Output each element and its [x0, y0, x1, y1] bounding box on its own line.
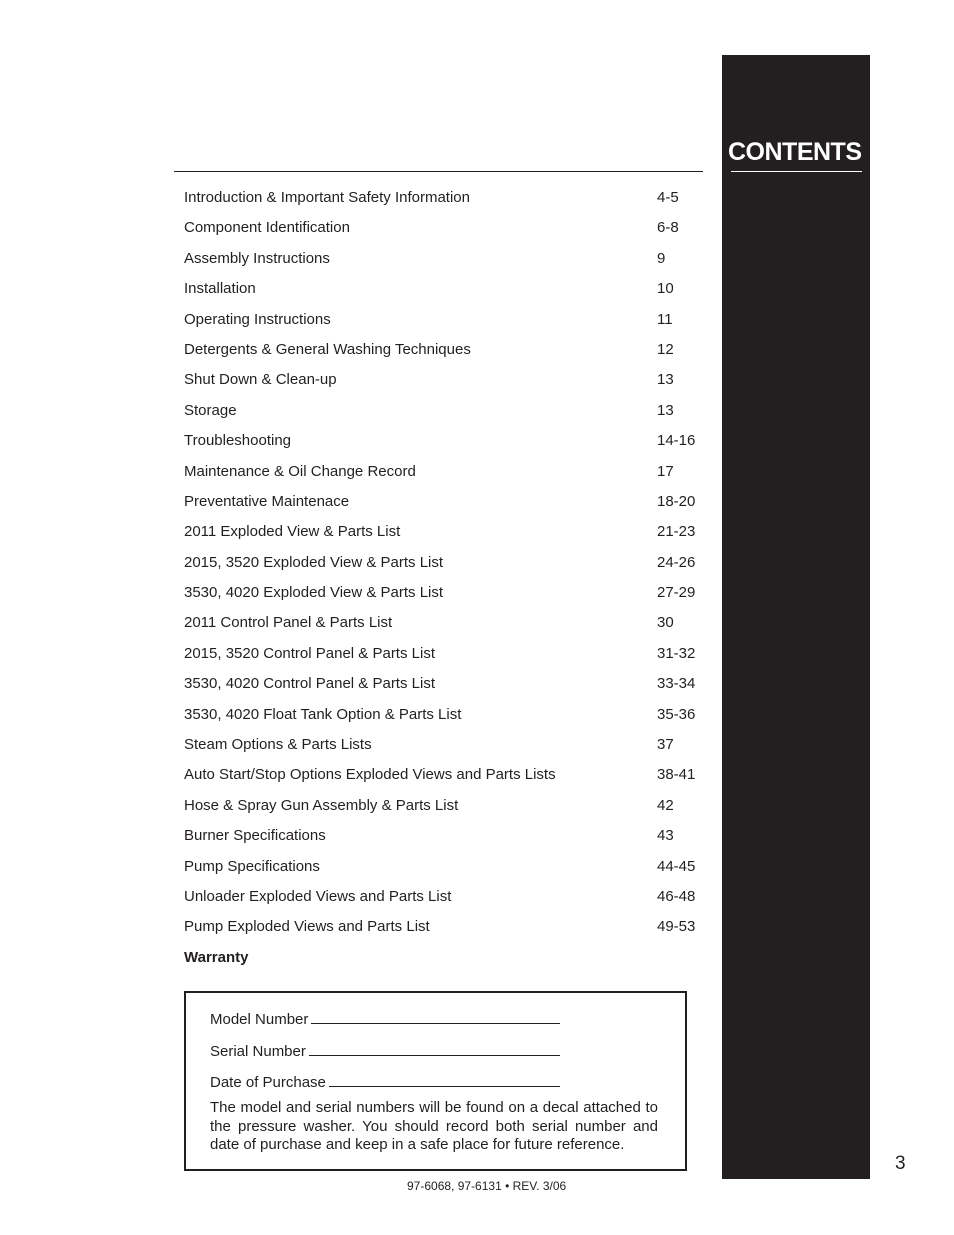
- toc-entry-page: 17: [657, 462, 674, 480]
- toc-entry-title: Operating Instructions: [184, 310, 331, 328]
- purchase-date-line: [329, 1072, 560, 1087]
- toc-entry-page: 4-5: [657, 189, 679, 206]
- toc-entry-title: Steam Options & Parts Lists: [184, 736, 372, 754]
- toc-entry: [184, 305, 704, 335]
- purchase-date-label: Date of Purchase: [210, 1074, 326, 1091]
- model-number-line: [311, 1009, 560, 1024]
- toc-entry: [184, 791, 704, 821]
- purchase-record-box: [184, 991, 687, 1171]
- toc-entry-page: 18-20: [657, 492, 696, 510]
- toc-entry: [184, 912, 704, 942]
- toc-entry-page: 27-29: [657, 584, 696, 602]
- toc-entry-page: 14-16: [657, 432, 696, 450]
- toc-entry-page: 30: [657, 614, 674, 632]
- toc-entry-page: 12: [657, 340, 674, 358]
- toc-entry: [184, 365, 704, 395]
- toc-entry-title: Shut Down & Clean-up: [184, 371, 337, 389]
- toc-entry: [184, 852, 704, 882]
- heading-underline: [731, 171, 862, 172]
- toc-entry-page: 9: [657, 249, 666, 267]
- toc-entry-title: Preventative Maintenace: [184, 492, 350, 510]
- toc-entry-page: 37: [657, 736, 674, 754]
- toc-entry-title: Installation: [184, 280, 256, 298]
- toc-entry-page: 33-34: [657, 675, 696, 693]
- serial-number-label: Serial Number: [210, 1043, 306, 1060]
- record-instructions: The model and serial numbers will be found on a decal attached to the pressure washer. You should record both serial number and date of purchase and keep in a safe place for future reference.: [210, 1099, 658, 1153]
- toc-entry: [184, 639, 704, 669]
- serial-number-line: [309, 1041, 560, 1056]
- model-number-label: Model Number: [210, 1011, 309, 1028]
- toc-entry-title: 2011 Control Panel & Parts List: [184, 614, 393, 632]
- toc-entry: [184, 517, 704, 547]
- model-number-field: [210, 1009, 560, 1028]
- toc-entry-title: Hose & Spray Gun Assembly & Parts List: [184, 796, 459, 814]
- toc-entry: [184, 578, 704, 608]
- toc-entry-title: Auto Start/Stop Options Exploded Views and Parts Lists: [184, 766, 556, 784]
- toc-entry: [184, 244, 704, 274]
- toc-entry: [184, 487, 704, 517]
- toc-entry-page: 21-23: [657, 523, 696, 541]
- toc-entry-title: Maintenance & Oil Change Record: [184, 462, 416, 480]
- toc-entry-page: 46-48: [657, 887, 696, 905]
- toc-entry: [184, 882, 704, 912]
- toc-entry: [184, 274, 704, 304]
- toc-entry-page: 43: [657, 827, 674, 845]
- toc-entry-title: Warranty: [184, 948, 249, 966]
- toc-entry: [184, 730, 704, 760]
- toc-entry-title: 2011 Exploded View & Parts List: [184, 523, 401, 541]
- toc-entry: [184, 213, 704, 243]
- toc-entry-page: 42: [657, 796, 674, 814]
- toc-entry-title: 3530, 4020 Float Tank Option & Parts List: [184, 705, 462, 723]
- toc-entry: [184, 426, 704, 456]
- toc-entry-page: 49-53: [657, 918, 696, 936]
- toc-entry: [184, 821, 704, 851]
- contents-heading: CONTENTS: [728, 138, 862, 166]
- toc-entry-page: 44-45: [657, 857, 696, 875]
- toc-entry-title: Introduction & Important Safety Information: [184, 189, 470, 206]
- toc-entry-title: Burner Specifications: [184, 827, 326, 845]
- toc-entry-title: Component Identification: [184, 219, 350, 237]
- toc-entry-page: 38-41: [657, 766, 696, 784]
- toc-entry: [184, 548, 704, 578]
- toc-entry-page: 24-26: [657, 553, 696, 571]
- serial-number-field: [210, 1041, 560, 1060]
- document-reference: 97-6068, 97-6131 • REV. 3/06: [407, 1179, 567, 1193]
- toc-entry-page: 13: [657, 401, 674, 419]
- toc-entry-title: 3530, 4020 Control Panel & Parts List: [184, 675, 435, 693]
- toc-entry-warranty: [184, 943, 704, 973]
- toc-entry-title: Pump Specifications: [184, 857, 320, 875]
- side-bar: [722, 55, 870, 1179]
- toc-entry-page: 13: [657, 371, 674, 389]
- toc-entry: [184, 608, 704, 638]
- toc-entry-title: 3530, 4020 Exploded View & Parts List: [184, 584, 444, 602]
- table-of-contents: [184, 183, 704, 973]
- purchase-date-field: [210, 1072, 560, 1091]
- toc-entry-title: 2015, 3520 Control Panel & Parts List: [184, 644, 435, 662]
- toc-entry-title: Storage: [184, 401, 237, 419]
- toc-entry: [184, 183, 704, 213]
- toc-entry: [184, 457, 704, 487]
- toc-entry-page: 6-8: [657, 219, 679, 237]
- toc-entry: [184, 335, 704, 365]
- toc-entry: [184, 396, 704, 426]
- toc-entry-title: Troubleshooting: [184, 432, 292, 450]
- toc-entry-title: Assembly Instructions: [184, 249, 330, 267]
- toc-entry-title: Detergents & General Washing Techniques: [184, 340, 471, 358]
- toc-entry: [184, 669, 704, 699]
- top-divider: [174, 171, 703, 172]
- toc-entry-page: 35-36: [657, 705, 696, 723]
- toc-entry: [184, 760, 704, 790]
- toc-entry-page: 31-32: [657, 644, 696, 662]
- toc-entry-page: 10: [657, 280, 674, 298]
- toc-entry-page: 11: [657, 310, 673, 328]
- toc-entry-title: 2015, 3520 Exploded View & Parts List: [184, 553, 444, 571]
- toc-entry-title: Pump Exploded Views and Parts List: [184, 918, 430, 936]
- toc-entry-title: Unloader Exploded Views and Parts List: [184, 887, 452, 905]
- page-number: 3: [895, 1153, 906, 1174]
- toc-entry: [184, 700, 704, 730]
